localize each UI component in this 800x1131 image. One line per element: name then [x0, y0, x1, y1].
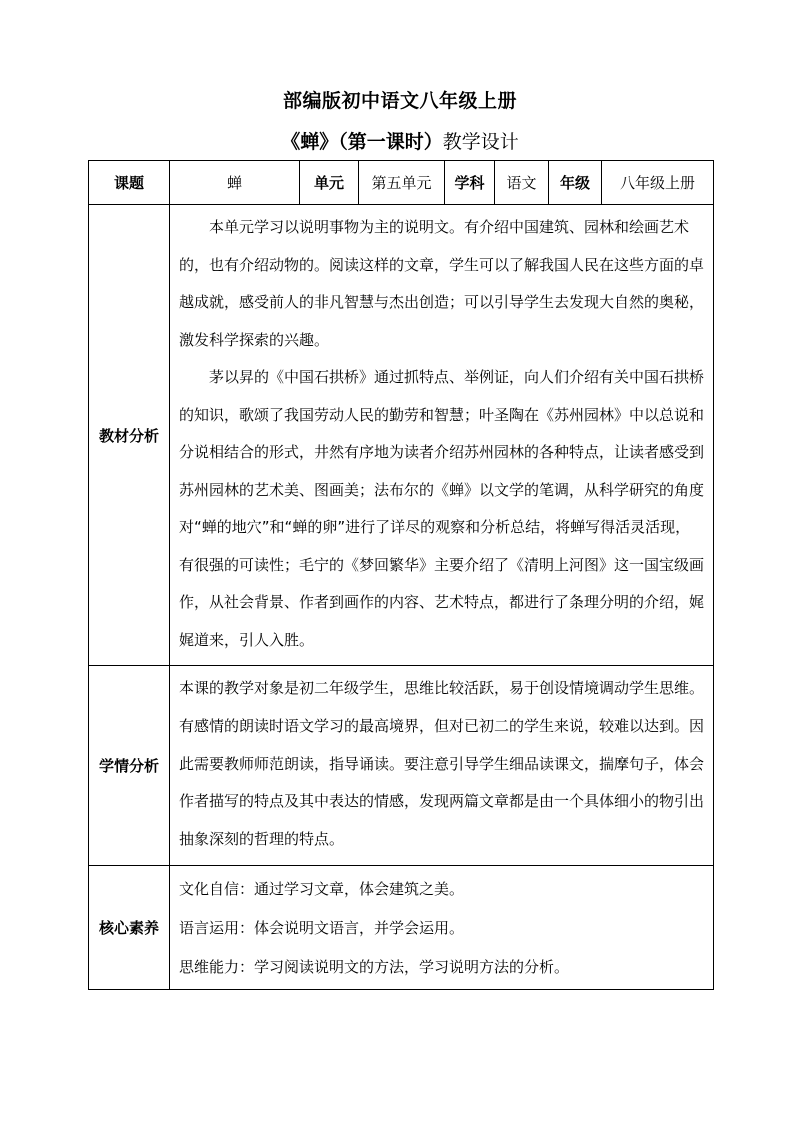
grade-value: 八年级上册: [602, 161, 714, 205]
topic-value: 蝉: [170, 161, 300, 205]
core-literacy-label: 核心素养: [89, 865, 170, 989]
document-subtitle: [0, 127, 800, 154]
core-literacy-content: [170, 865, 714, 989]
unit-label: 单元: [300, 161, 359, 205]
subject-label: 学科: [445, 161, 495, 205]
core-item-language: 语言运用：体会说明文语言，并学会运用。: [179, 918, 465, 937]
subject-value: 语文: [495, 161, 549, 205]
material-analysis-label: 教材分析: [89, 205, 170, 666]
core-item-culture: 文化自信：通过学习文章，体会建筑之美。: [179, 879, 465, 898]
lesson-plan-table: [88, 160, 714, 990]
lesson-title: 《蝉》（第一课时）: [281, 131, 443, 153]
learner-analysis-label: 学情分析: [89, 666, 170, 866]
learner-analysis-row: [89, 666, 714, 866]
learner-paragraph: 本课的教学对象是初二年级学生，思维比较活跃，易于创设情境调动学生思维。有感情的朗读时语文学习的最高境界，但对已初二的学生来说，较难以达到。因此需要教师师范朗读，指导诵读。要注意引导学生细品读课文，揣摩句子，体会作者描写的特点及其中表达的情感，发现两篇文章都是由一个具体细小的物引出抽象深刻的哲理的特点。: [179, 679, 705, 849]
topic-label: 课题: [89, 161, 170, 205]
material-paragraph-1: 本单元学习以说明事物为主的说明文。有介绍中国建筑、园林和绘画艺术的，也有介绍动物的。阅读这样的文章，学生可以了解我国人民在这些方面的卓越成就，感受前人的非凡智慧与杰出创造；可以引导学生去发现大自然的奥秘，激发科学探索的兴趣。: [179, 218, 705, 349]
learner-analysis-content: [170, 666, 714, 866]
core-item-thinking: 思维能力：学习阅读说明文的方法，学习说明方法的分析。: [179, 957, 570, 976]
lesson-title-suffix: 教学设计: [442, 131, 519, 153]
material-paragraph-2: 茅以昇的《中国石拱桥》通过抓特点、举例证，向人们介绍有关中国石拱桥的知识，歌颂了我国劳动人民的勤劳和智慧；叶圣陶在《苏州园林》中以总说和分说相结合的形式，井然有序地为读者介绍苏州园林的各种特点，让读者感受到苏州园林的艺术美、图画美；法布尔的《蝉》以文学的笔调，从科学研究的角度对“蝉的地穴”和“蝉的卵”进行了详尽的观察和分析总结，将蝉写得活灵活现，有很强的可读性；毛宁的《梦回繁华》主要介绍了《清明上河图》这一国宝级画作，从社会背景、作者到画作的内容、艺术特点，都进行了条理分明的介绍，娓娓道来，引人入胜。: [179, 368, 705, 649]
grade-label: 年级: [549, 161, 602, 205]
header-row: [89, 161, 714, 205]
unit-value: 第五单元: [359, 161, 445, 205]
material-analysis-row: [89, 205, 714, 666]
document-title: 部编版初中语文八年级上册: [282, 90, 517, 112]
core-literacy-row: [89, 865, 714, 989]
material-analysis-content: [170, 205, 714, 666]
